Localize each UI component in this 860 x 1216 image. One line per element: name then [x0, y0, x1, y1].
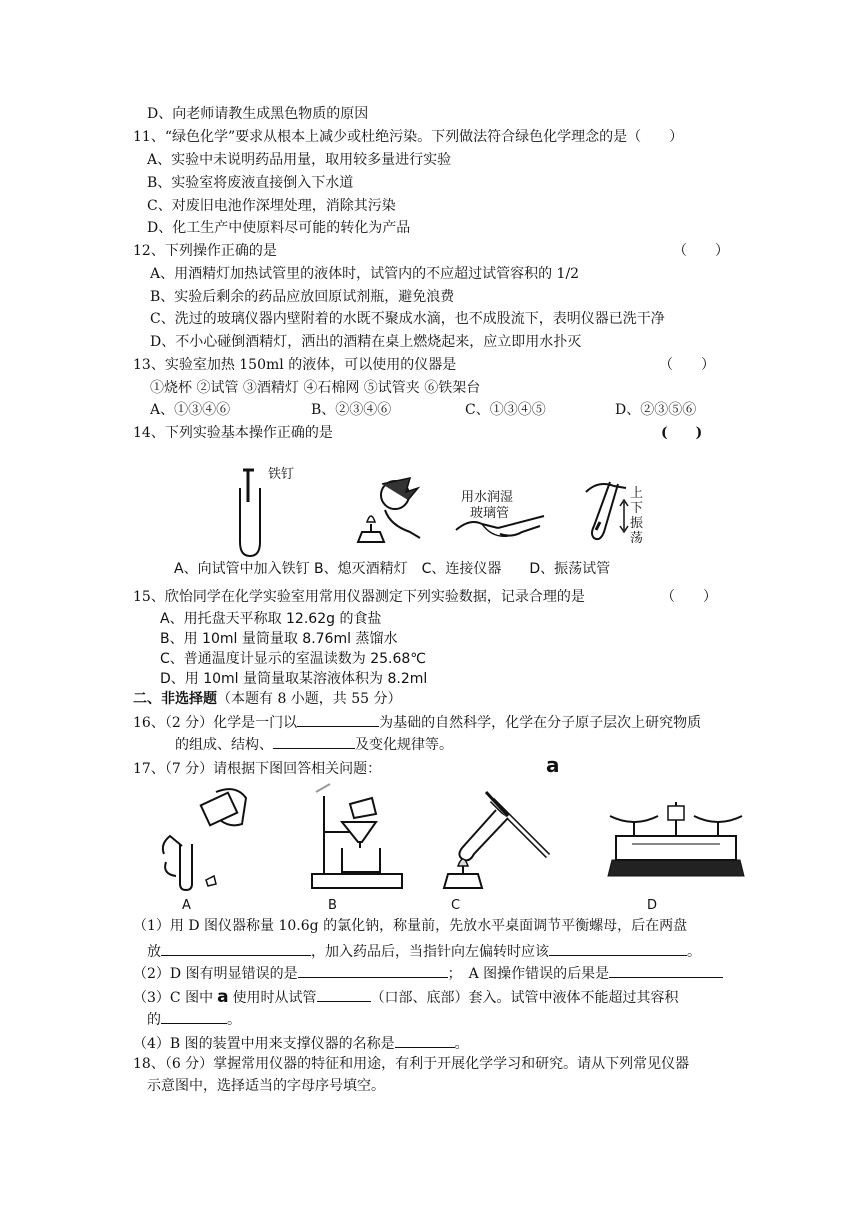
q13-stem: 13、实验室加热 150ml 的液体，可以使用的仪器是 — [133, 357, 457, 373]
q14-stem: 14、下列实验基本操作正确的是 — [133, 425, 333, 441]
figure-d-balance — [606, 794, 746, 888]
connect-label-1: 用水润湿 — [461, 490, 514, 505]
q13-answer-bracket: （ ） — [659, 357, 715, 373]
connect-label-2: 玻璃管 — [470, 506, 510, 521]
q17-blank-7[interactable] — [395, 1033, 455, 1048]
blow-out-lamp-figure — [340, 470, 430, 550]
shake-label-2: 下 — [630, 501, 644, 516]
q17-sub1-text-c: ，加入药品后，当指针向左偏转时应该 — [311, 944, 549, 960]
q14-captions: A、向试管中加入铁钉 B、熄灭酒精灯 C、连接仪器 D、振荡试管 — [174, 561, 611, 577]
q17-sub3-a-letter: a — [217, 987, 229, 1007]
q17-sub3-text-c: 使用时从试管 — [232, 990, 317, 1006]
q16-text-4: 及变化规律等。 — [355, 737, 453, 753]
q11-stem: 11、“绿色化学”要求从根本上减少或杜绝污染。下列做法符合绿色化学理念的是（ ） — [133, 129, 684, 145]
q11-option-d: D、化工生产中使原料尽可能的转化为产品 — [147, 220, 411, 236]
section-2-note: （本题有 8 小题，共 55 分） — [217, 691, 402, 707]
q16-text-3: 的组成、结构、 — [175, 737, 273, 753]
q13-items: ①烧杯 ②试管 ③酒精灯 ④石棉网 ⑤试管夹 ⑥铁架台 — [150, 380, 481, 396]
q17-sub3-line2 — [147, 1009, 241, 1029]
figure-c-heating — [432, 786, 562, 896]
q17-sub4 — [133, 1033, 469, 1053]
section-2-title — [133, 690, 402, 708]
q17-sub4-text-a: （4）B 图的装置中用来支撑仪器的名称是 — [133, 1036, 395, 1052]
q17-sub3-text-d: （口部、底部）套入。试管中液体不能超过其容积 — [370, 990, 679, 1006]
q12-option-b: B、实验后剩余的药品应放回原试剂瓶，避免浪费 — [150, 289, 455, 305]
q17-sub1-text-b: 放 — [147, 944, 161, 960]
q11-option-b: B、实验室将废液直接倒入下水道 — [147, 175, 354, 191]
q12-stem: 12、下列操作正确的是 — [133, 243, 277, 259]
q17-sub2 — [133, 963, 723, 983]
q17-stem: 17、（7 分）请根据下图回答相关问题： — [133, 761, 382, 777]
q13-option-a: A、①③④⑥ — [150, 402, 231, 418]
q17-sub1-line2 — [147, 941, 701, 961]
q12-option-c: C、洗过的玻璃仪器内壁附着的水既不聚成水滴，也不成股流下，表明仪器已洗干净 — [150, 311, 665, 327]
q15-option-b: B、用 10ml 量筒量取 8.76ml 蒸馏水 — [160, 631, 398, 647]
q15-option-a: A、用托盘天平称取 12.62g 的食盐 — [160, 611, 382, 627]
q15-option-d: D、用 10ml 量筒量取某溶液体积为 8.2ml — [160, 671, 428, 687]
shake-label-3: 振 — [630, 516, 644, 531]
q17-sub3-text-e: 的 — [147, 1012, 161, 1028]
shake-tube-figure — [578, 478, 668, 544]
q17-sub1-line1: （1）用 D 图仪器称量 10.6g 的氯化钠，称量前，先放水平桌面调节平衡螺母，后在两盘 — [133, 918, 688, 934]
figure-label-c: C — [451, 898, 461, 913]
q17-sub2-text-b: ； A 图操作错误的后果是 — [447, 966, 610, 982]
q17-sub4-text-b: 。 — [454, 1036, 469, 1052]
q17-blank-5[interactable] — [317, 987, 371, 1002]
q12-answer-bracket: （ ） — [673, 243, 729, 259]
q17-sub2-text-a: （2）D 图有明显错误的是 — [133, 966, 298, 982]
q13-option-d: D、②③⑤⑥ — [615, 402, 697, 418]
q13-option-c: C、①③④⑤ — [465, 402, 546, 418]
q17-blank-1[interactable] — [161, 941, 311, 956]
q12-option-d: D、不小心碰倒酒精灯，洒出的酒精在桌上燃烧起来，应立即用水扑灭 — [150, 334, 582, 350]
q16-blank-1[interactable] — [297, 712, 379, 727]
figure-label-b: B — [328, 898, 337, 913]
nail-label: 铁钉 — [268, 467, 295, 482]
q15-stem: 15、欣怡同学在化学实验室用常用仪器测定下列实验数据，记录合理的是 — [133, 589, 585, 605]
q17-blank-2[interactable] — [549, 941, 687, 956]
q16-text-1: 16、（2 分）化学是一门以 — [133, 715, 298, 731]
q17-sub3-text-a: （3）C 图中 — [133, 990, 214, 1006]
q17-blank-4[interactable] — [609, 963, 723, 978]
q17-blank-3[interactable] — [298, 963, 448, 978]
q13-option-b: B、②③④⑥ — [311, 402, 392, 418]
figure-label-d: D — [647, 898, 658, 913]
section-2-heading: 二、非选择题 — [133, 691, 217, 707]
q17-figure-a-label: a — [546, 753, 560, 777]
shake-label-1: 上 — [630, 486, 644, 501]
figure-label-a: A — [182, 898, 191, 913]
q18-line-2: 示意图中，选择适当的字母序号填空。 — [147, 1078, 385, 1094]
q16-line-1 — [133, 712, 701, 732]
figure-b-filtration — [306, 782, 406, 894]
q17-sub1-text-d: 。 — [687, 944, 701, 960]
q17-blank-6[interactable] — [161, 1009, 227, 1024]
q12-option-a: A、用酒精灯加热试管里的液体时，试管内的不应超过试管容积的 1/2 — [150, 266, 580, 282]
q11-option-a: A、实验中未说明药品用量，取用较多量进行实验 — [147, 152, 452, 168]
figure-a-pouring — [156, 784, 256, 894]
q17-sub3-text-f: 。 — [227, 1012, 241, 1028]
shake-label-4: 荡 — [630, 531, 644, 546]
q17-sub3-line1 — [133, 987, 679, 1007]
q16-text-2: 为基础的自然科学，化学在分子原子层次上研究物质 — [379, 715, 702, 731]
q14-answer-bracket: ( ) — [661, 425, 703, 441]
q11-option-c: C、对废旧电池作深埋处理，消除其污染 — [147, 198, 396, 214]
q16-blank-2[interactable] — [273, 734, 355, 749]
q18-line-1: 18、（6 分）掌握常用仪器的特征和用途，有利于开展化学学习和研究。请从下列常见仪器 — [133, 1056, 690, 1072]
prev-option-d: D、向老师请教生成黑色物质的原因 — [147, 106, 369, 122]
q15-answer-bracket: （ ） — [661, 589, 717, 605]
q16-line-2 — [175, 734, 453, 754]
q15-option-c: C、普通温度计显示的室温读数为 25.68℃ — [160, 651, 427, 667]
